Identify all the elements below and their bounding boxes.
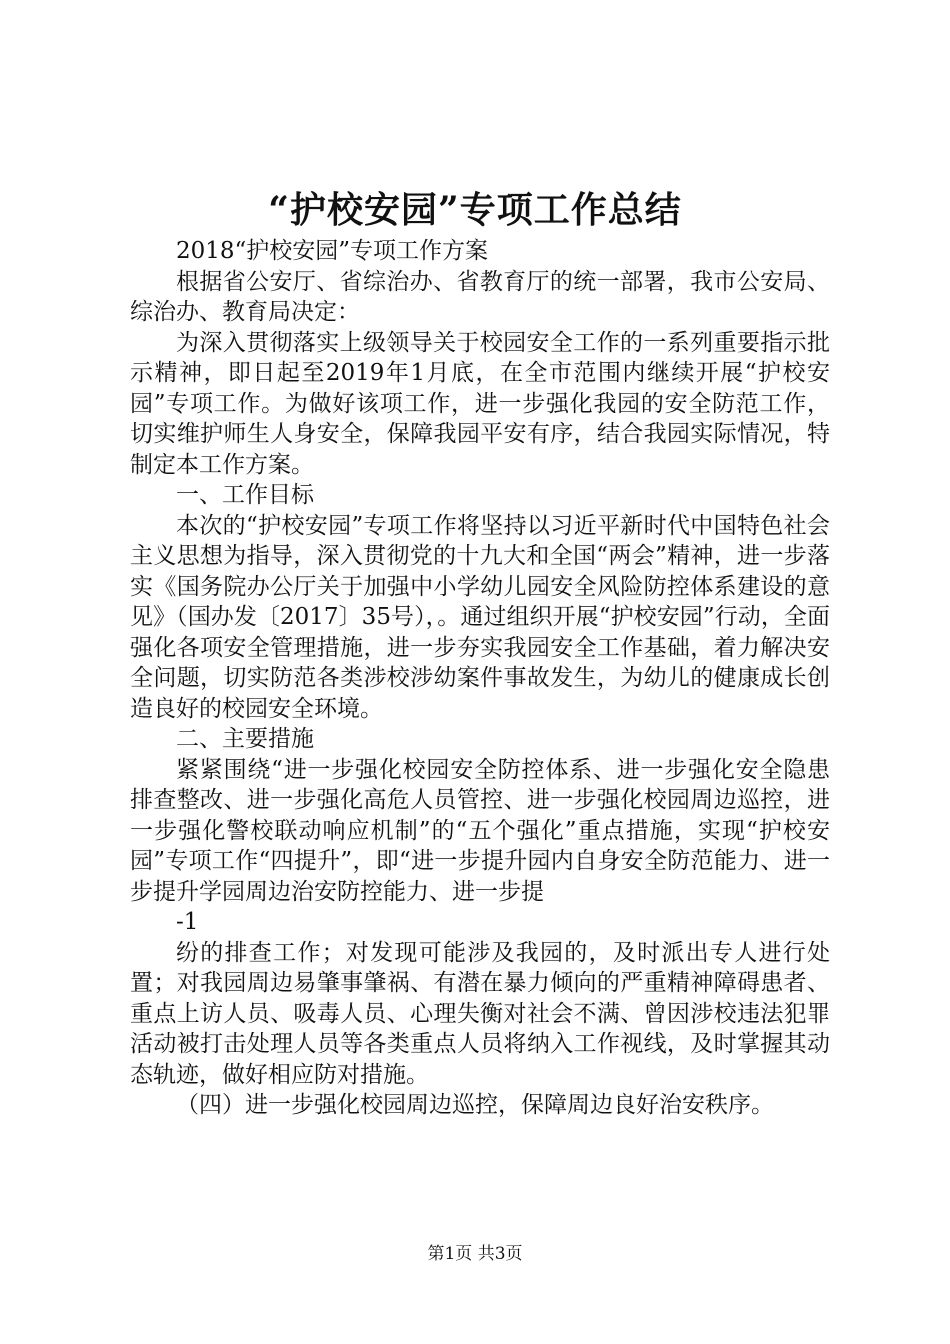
paragraph: 为深入贯彻落实上级领导关于校园安全工作的一系列重要指示批示精神，即日起至2019年1月底，在全市范围内继续开展“护校安园”专项工作。为做好该项工作，进一步强化我园的安全防范工作，切实维护师生人身安全，保障我园平安有序，结合我园实际情况，特制定本工作方案。 bbox=[130, 329, 830, 478]
section-heading: （四）进一步强化校园周边巡控，保障周边良好治安秩序。 bbox=[176, 1092, 774, 1118]
paragraph: 纷的排查工作；对发现可能涉及我园的，及时派出专人进行处置；对我园周边易肇事肇祸、有潜在暴力倾向的严重精神障碍患者、重点上访人员、吸毒人员、心理失衡对社会不满、曾因涉校违法犯罪活动被打击处理人员等各类重点人员将纳入工作视线，及时掌握其动态轨迹，做好相应防对措施。 bbox=[130, 939, 830, 1088]
paragraph: -1 bbox=[176, 909, 199, 935]
section-heading: 二、主要措施 bbox=[176, 726, 314, 752]
paragraph: 紧紧围绕“进一步强化校园安全防控体系、进一步强化安全隐患排查整改、进一步强化高危人员管控、进一步强化校园周边巡控，进一步强化警校联动响应机制”的“五个强化”重点措施，实现“护校安园”专项工作“四提升”，即“进一步提升园内自身安全防范能力、进一步提升学园周边治安防控能力、进一步提 bbox=[130, 756, 830, 905]
document-body bbox=[130, 236, 830, 1121]
section-heading: 一、工作目标 bbox=[176, 482, 314, 508]
paragraph: 2018“护校安园”专项工作方案 bbox=[176, 238, 489, 264]
document-title: “护校安园”专项工作总结 bbox=[268, 189, 682, 231]
paragraph: 本次的“护校安园”专项工作将坚持以习近平新时代中国特色社会主义思想为指导，深入贯彻党的十九大和全国“两会”精神，进一步落实《国务院办公厅关于加强中小学幼儿园安全风险防控体系建设的意见》（国办发〔2017〕35号），。通过组织开展“护校安园”行动，全面强化各项安全管理措施，进一步夯实我园安全工作基础，着力解决安全问题，切实防范各类涉校涉幼案件事故发生，为幼儿的健康成长创造良好的校园安全环境。 bbox=[130, 512, 830, 722]
paragraph: 根据省公安厅、省综治办、省教育厅的统一部署，我市公安局、综治办、教育局决定： bbox=[130, 268, 830, 325]
page-footer: 第1页 共3页 bbox=[427, 1244, 523, 1264]
